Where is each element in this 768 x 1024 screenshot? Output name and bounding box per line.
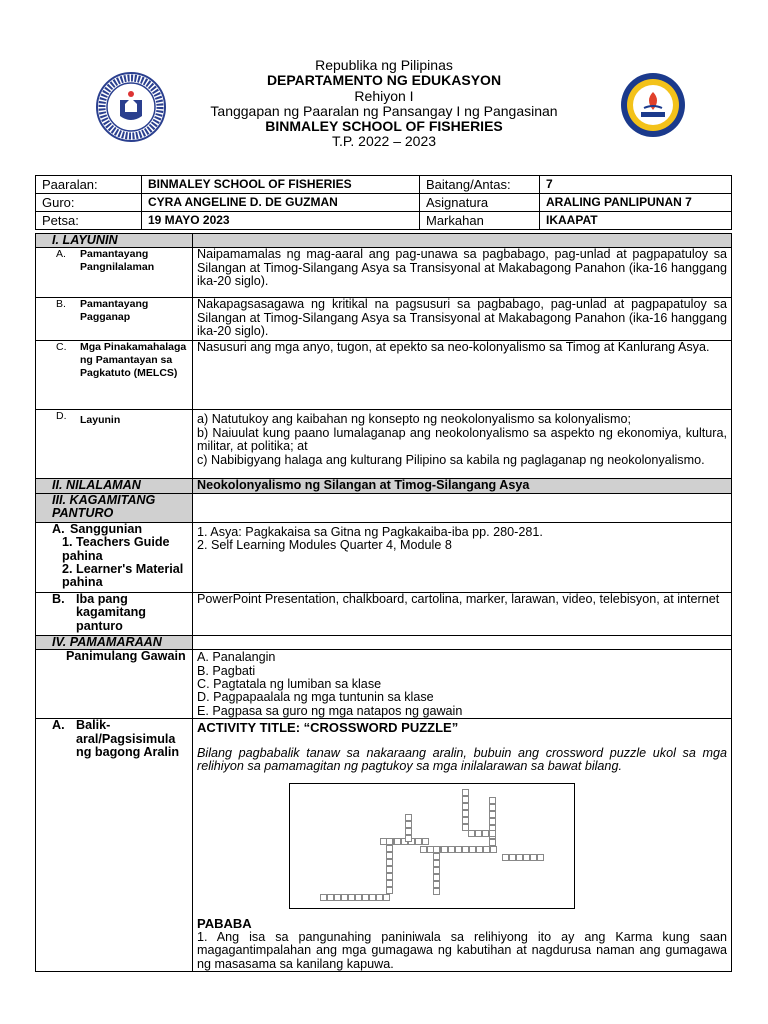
crossword-cell: [441, 846, 448, 853]
crossword-cell: [433, 860, 440, 867]
row-sanggunian: [36, 522, 732, 592]
crossword-cell: [489, 811, 496, 818]
subject-value: ARALING PANLIPUNAN 7: [540, 194, 732, 212]
crossword-cell: [433, 874, 440, 881]
row-text: Naipamamalas ng mag-aaral ang pag-unawa sa pagbabago, pag-unlad at pagpapatuloy sa Silangan at Timog-Silangang Asya sa Transisyonal at Makabagong Panahon (ika-16 hanggang ika-20 siglo).: [193, 248, 732, 298]
objective-item: a) Natutukoy ang kaibahan ng konsepto ng neokolonyalismo sa kolonyalismo;: [197, 412, 632, 427]
date-value: 19 MAYO 2023: [142, 212, 420, 230]
row-melcs: [36, 341, 732, 410]
row-label: Pamantayang Pangnilalaman: [80, 248, 155, 274]
section-content: Neokolonyalismo ng Silangan at Timog-Silangang Asya: [193, 479, 732, 493]
opening-item: A. Panalangin: [197, 650, 276, 665]
lesson-plan-table: [35, 233, 732, 972]
crossword-cell: [405, 828, 412, 835]
crossword-cell: [433, 846, 440, 853]
teacher-label: Guro:: [36, 194, 142, 212]
crossword-cell: [433, 888, 440, 895]
lesson-info-table: [35, 175, 732, 230]
row-key: A.: [52, 718, 65, 733]
crossword-cell: [530, 854, 537, 861]
objective-item: c) Nabibigyang halaga ang kulturang Pilipino sa kabila ng paglaganap ng neokolonyalismo.: [197, 452, 705, 467]
row-label: Pamantayang Pagganap: [80, 298, 149, 324]
crossword-cell: [433, 867, 440, 874]
row-key: D.: [56, 410, 67, 423]
activity-instructions: Bilang pagbabalik tanaw sa nakaraang aralin, bubuin ang crossword puzzle ukol sa mga relihiyon sa pamamagitan ng pagtukoy sa mga inilalarawan sa bawat bilang.: [197, 745, 727, 774]
section-title: II. NILALAMAN: [36, 479, 193, 493]
crossword-cell: [489, 804, 496, 811]
row-iba-pang-kagamitan: [36, 592, 732, 635]
row-text: Nakapagsasagawa ng kritikal na pagsusuri sa pagbabago, pag-unlad at pagpapatuloy sa Silangan at Timog-Silangang Asya sa Transisyonal at Makabagong Panahon (ika-16 hanggang ika-20 siglo).: [193, 298, 732, 341]
crossword-cell: [386, 866, 393, 873]
row-key: B.: [52, 591, 65, 606]
pababa-clue: 1. Ang isa sa pangunahing paniniwala sa relihiyong ito ay ang Karma kung saan magagantimpalahan ang mga gumagawa ng kabutihan at nagdurusa naman ang gumagawa ng masasama sa kanilang kapuwa.: [197, 929, 727, 971]
row-label: Sanggunian: [70, 521, 143, 536]
crossword-cell: [433, 881, 440, 888]
quarter-value: IKAAPAT: [540, 212, 732, 230]
crossword-cell: [475, 830, 482, 837]
crossword-cell: [386, 859, 393, 866]
crossword-cell: [462, 810, 469, 817]
pababa-heading: PABABA: [197, 916, 252, 932]
objectives-list: [193, 410, 732, 479]
crossword-cell: [348, 894, 355, 901]
row-text: Nasusuri ang mga anyo, tugon, at epekto sa neo-kolonyalismo sa Timog at Kanlurang Asya.: [193, 341, 732, 410]
subject-label: Asignatura: [420, 194, 540, 212]
crossword-cell: [362, 894, 369, 901]
crossword-cell: [386, 880, 393, 887]
crossword-cell: [394, 838, 401, 845]
crossword-cell: [509, 854, 516, 861]
crossword-cell: [405, 835, 412, 842]
row-label: Layunin: [80, 414, 121, 427]
reference-item: 2. Self Learning Modules Quarter 4, Module 8: [197, 538, 452, 553]
school-line: BINMALEY SCHOOL OF FISHERIES: [265, 118, 503, 135]
sub-item: 2. Learner's Material pahina: [62, 562, 184, 590]
references-list: [193, 522, 732, 592]
school-value: BINMALEY SCHOOL OF FISHERIES: [142, 176, 420, 194]
crossword-cell: [415, 838, 422, 845]
crossword-cell: [489, 818, 496, 825]
crossword-cell: [482, 830, 489, 837]
crossword-cell: [327, 894, 334, 901]
crossword-cell: [469, 846, 476, 853]
crossword-cell: [462, 803, 469, 810]
crossword-cell: [502, 854, 509, 861]
row-text: PowerPoint Presentation, chalkboard, cartolina, marker, larawan, video, telebisyon, at internet: [193, 592, 732, 635]
crossword-cell: [462, 789, 469, 796]
section-title: I. LAYUNIN: [36, 234, 193, 248]
crossword-cell: [489, 839, 496, 846]
crossword-cell: [433, 853, 440, 860]
row-key: B.: [56, 298, 66, 311]
crossword-cell: [462, 846, 469, 853]
date-label: Petsa:: [36, 212, 142, 230]
row-pangnilalaman: [36, 248, 732, 298]
grade-value: 7: [540, 176, 732, 194]
crossword-cell: [455, 846, 462, 853]
crossword-cell: [405, 814, 412, 821]
row-label: Mga Pinakamahalaga ng Pamantayan sa Pagkatuto (MELCS): [80, 341, 187, 380]
section-kagamitan: [36, 493, 732, 522]
crossword-puzzle-image: [289, 783, 575, 909]
row-label: Iba pang kagamitang panturo: [76, 591, 146, 633]
crossword-cell: [489, 797, 496, 804]
crossword-cell: [369, 894, 376, 901]
row-layunin: [36, 410, 732, 479]
row-pagganap: [36, 298, 732, 341]
row-panimula: [36, 650, 732, 719]
crossword-cell: [448, 846, 455, 853]
department-line: DEPARTAMENTO NG EDUKASYON: [266, 72, 502, 89]
crossword-cell: [420, 846, 427, 853]
crossword-cell: [386, 845, 393, 852]
crossword-cell: [489, 830, 496, 837]
republic-line: Republika ng Pilipinas: [315, 57, 453, 73]
opening-item: E. Pagpasa sa guro ng mga natapos ng gawain: [197, 703, 463, 718]
crossword-cell: [386, 873, 393, 880]
crossword-cell: [386, 852, 393, 859]
opening-item: D. Pagpapaalala ng mga tuntunin sa klase: [197, 690, 434, 705]
crossword-cell: [386, 887, 393, 894]
section-title: III. KAGAMITANG PANTURO: [36, 493, 193, 522]
teacher-value: CYRA ANGELINE D. DE GUZMAN: [142, 194, 420, 212]
section-layunin: [36, 234, 732, 248]
crossword-cell: [462, 796, 469, 803]
opening-list: [193, 650, 732, 719]
school-label: Paaralan:: [36, 176, 142, 194]
crossword-cell: [490, 846, 497, 853]
reference-item: 1. Asya: Pagkakaisa sa Gitna ng Pagkakaiba-iba pp. 280-281.: [197, 524, 543, 539]
deped-seal-icon: [96, 72, 166, 142]
crossword-cell: [405, 821, 412, 828]
crossword-cell: [320, 894, 327, 901]
objective-item: b) Naiuulat kung paano lumalaganap ang neokolonyalismo sa aspekto ng ekonomiya, kultura, militar, at politika; at: [197, 425, 727, 454]
section-pamamaraan: [36, 635, 732, 649]
crossword-cell: [422, 838, 429, 845]
crossword-cell: [468, 830, 475, 837]
grade-label: Baitang/Antas:: [420, 176, 540, 194]
section-nilalaman: [36, 479, 732, 493]
crossword-cell: [537, 854, 544, 861]
row-label: Balik-aral/Pagsisimula ng bagong Aralin: [76, 718, 180, 760]
row-key: A.: [52, 521, 65, 536]
row-key: C.: [56, 341, 67, 354]
crossword-cell: [516, 854, 523, 861]
opening-item: B. Pagbati: [197, 663, 256, 678]
row-key: A.: [56, 248, 66, 261]
crossword-cell: [341, 894, 348, 901]
crossword-cell: [386, 838, 393, 845]
row-balik-aral: [36, 719, 732, 972]
school-year-line: T.P. 2022 – 2023: [331, 133, 437, 150]
crossword-cell: [376, 894, 383, 901]
crossword-cell: [476, 846, 483, 853]
division-line: Tanggapan ng Paaralan ng Pansangay I ng Pangasinan: [210, 102, 558, 119]
row-label: Panimulang Gawain: [36, 650, 193, 719]
crossword-cell: [355, 894, 362, 901]
division-seal-icon: [620, 72, 686, 138]
opening-item: C. Pagtatala ng lumiban sa klase: [197, 677, 382, 692]
region-line: Rehiyon I: [354, 87, 414, 104]
activity-title: ACTIVITY TITLE: “CROSSWORD PUZZLE”: [197, 720, 459, 736]
crossword-cell: [523, 854, 530, 861]
crossword-cell: [334, 894, 341, 901]
crossword-cell: [483, 846, 490, 853]
sub-item: 1. Teachers Guide pahina: [62, 535, 170, 563]
quarter-label: Markahan: [420, 212, 540, 230]
section-title: IV. PAMAMARAAN: [36, 635, 193, 649]
crossword-cell: [462, 817, 469, 824]
crossword-cell: [383, 894, 390, 901]
